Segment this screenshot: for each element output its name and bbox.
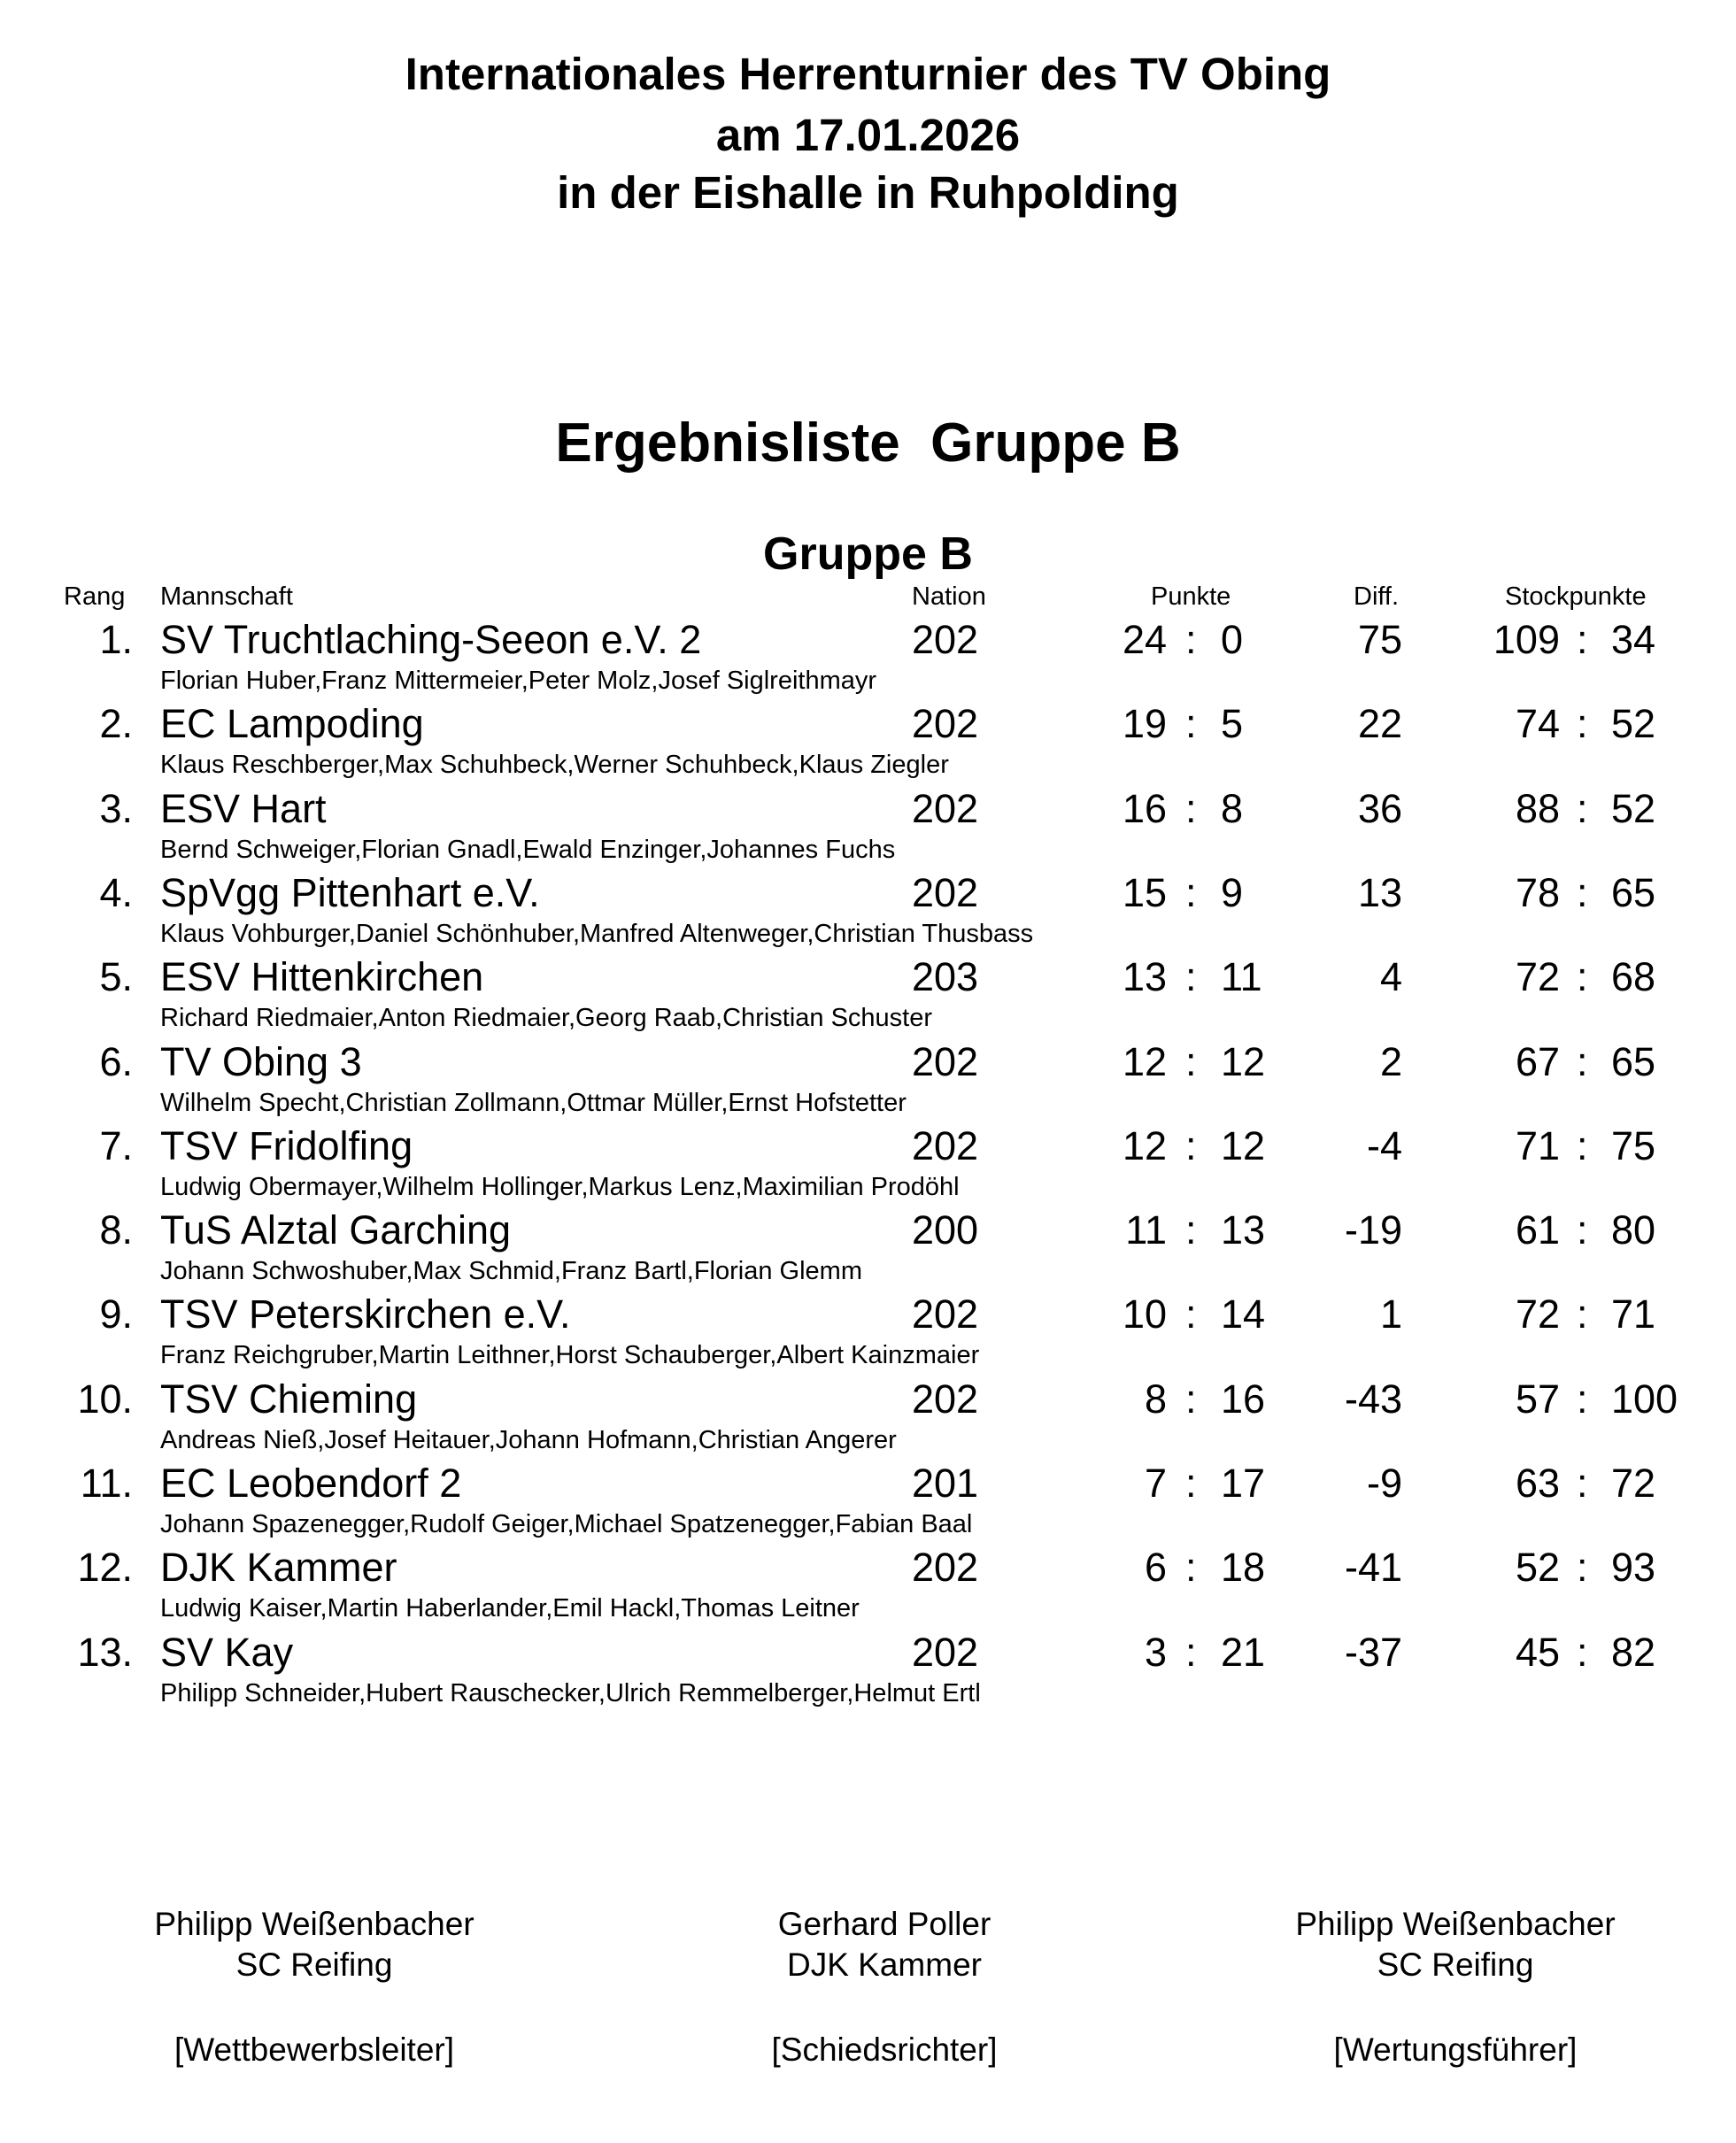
table-row — [0, 869, 1736, 957]
official-role: [Wettbewerbsleiter] — [174, 2031, 454, 2068]
tournament-title: Internationales Herrenturnier des TV Obing — [405, 49, 1331, 99]
official-name: Philipp Weißenbacher — [1295, 1906, 1616, 1942]
points-lost: 17 — [1221, 1461, 1266, 1506]
points-separator: : — [1185, 1038, 1197, 1084]
points-lost: 16 — [1221, 1376, 1266, 1422]
team-players: Johann Spazenegger,Rudolf Geiger,Michael Spatzenegger,Fabian Baal — [160, 1510, 973, 1538]
team-name: TV Obing 3 — [160, 1038, 362, 1084]
points-separator: : — [1185, 1291, 1197, 1337]
nation-code: 203 — [912, 954, 979, 1000]
points-won: 3 — [1144, 1629, 1167, 1675]
table-row — [0, 1291, 1736, 1378]
rank-cell: 8. — [99, 1207, 133, 1253]
stockpoints-for: 61 — [1515, 1207, 1560, 1253]
points-won: 12 — [1122, 1122, 1167, 1168]
difference: 75 — [1357, 617, 1402, 662]
points-separator: : — [1185, 1207, 1197, 1253]
points-won: 24 — [1122, 617, 1167, 662]
tournament-venue: in der Eishalle in Ruhpolding — [557, 167, 1179, 218]
official-name: Gerhard Poller — [777, 1906, 991, 1942]
stockpoints-separator: : — [1577, 1376, 1588, 1422]
stockpoints-separator: : — [1577, 701, 1588, 747]
header-team: Mannschaft — [160, 582, 293, 611]
table-row — [0, 617, 1736, 704]
stockpoints-for: 88 — [1515, 785, 1560, 831]
difference: -41 — [1344, 1545, 1402, 1591]
tournament-date: am 17.01.2026 — [715, 110, 1021, 160]
difference: -19 — [1344, 1207, 1402, 1253]
nation-code: 200 — [912, 1207, 979, 1253]
difference: 13 — [1357, 869, 1402, 915]
rank-cell: 2. — [99, 701, 133, 747]
stockpoints-separator: : — [1577, 1038, 1588, 1084]
team-name: EC Lampoding — [160, 701, 424, 747]
team-players: Bernd Schweiger,Florian Gnadl,Ewald Enzinger,Johannes Fuchs — [160, 835, 896, 864]
stockpoints-separator: : — [1577, 1291, 1588, 1337]
nation-code: 202 — [912, 785, 979, 831]
team-players: Klaus Reschberger,Max Schuhbeck,Werner Schuhbeck,Klaus Ziegler — [160, 751, 949, 780]
table-row — [0, 1547, 1736, 1631]
team-players: Franz Reichgruber,Martin Leithner,Horst Schauberger,Albert Kainzmaier — [160, 1341, 980, 1370]
official-role: [Wertungsführer] — [1333, 2031, 1578, 2068]
stockpoints-against: 100 — [1611, 1376, 1678, 1422]
team-name: SV Kay — [160, 1629, 294, 1675]
stockpoints-against: 68 — [1611, 954, 1656, 1000]
stockpoints-for: 67 — [1515, 1038, 1560, 1084]
nation-code: 202 — [912, 1629, 979, 1675]
points-won: 11 — [1125, 1207, 1167, 1253]
points-won: 6 — [1144, 1545, 1167, 1591]
points-separator: : — [1185, 1629, 1197, 1675]
nation-code: 202 — [912, 1038, 979, 1084]
points-won: 10 — [1122, 1291, 1167, 1337]
stockpoints-separator: : — [1577, 617, 1588, 662]
header-points: Punkte — [1151, 582, 1231, 611]
points-won: 16 — [1122, 785, 1167, 831]
points-lost: 21 — [1221, 1629, 1266, 1675]
points-separator: : — [1185, 617, 1197, 662]
rank-cell: 5. — [99, 954, 133, 1000]
points-lost: 0 — [1221, 617, 1244, 662]
points-won: 8 — [1144, 1376, 1167, 1422]
stockpoints-separator: : — [1577, 954, 1588, 1000]
official-club: SC Reifing — [1377, 1946, 1534, 1983]
table-row — [0, 1122, 1736, 1210]
difference: -43 — [1344, 1376, 1402, 1422]
points-lost: 13 — [1221, 1207, 1266, 1253]
team-players: Wilhelm Specht,Christian Zollmann,Ottmar Müller,Ernst Hofstetter — [160, 1088, 907, 1117]
rank-cell: 13. — [77, 1629, 133, 1675]
nation-code: 201 — [912, 1461, 979, 1506]
official-name: Philipp Weißenbacher — [154, 1906, 475, 1942]
team-name: TuS Alztal Garching — [160, 1207, 512, 1253]
points-separator: : — [1185, 869, 1197, 915]
team-players: Klaus Vohburger,Daniel Schönhuber,Manfred Altenweger,Christian Thusbass — [160, 919, 1034, 948]
nation-code: 202 — [912, 1122, 979, 1168]
difference: 2 — [1379, 1038, 1402, 1084]
stockpoints-against: 65 — [1611, 869, 1656, 915]
points-won: 7 — [1144, 1461, 1167, 1506]
difference: 4 — [1379, 954, 1402, 1000]
points-won: 19 — [1122, 701, 1167, 747]
table-row — [0, 1629, 1736, 1716]
team-players: Florian Huber,Franz Mittermeier,Peter Molz,Josef Siglreithmayr — [160, 667, 877, 695]
stockpoints-separator: : — [1577, 785, 1588, 831]
stockpoints-separator: : — [1577, 1207, 1588, 1253]
points-separator: : — [1185, 1461, 1197, 1506]
points-lost: 8 — [1221, 785, 1244, 831]
points-lost: 12 — [1221, 1038, 1266, 1084]
stockpoints-against: 80 — [1611, 1207, 1656, 1253]
team-players: Andreas Nieß,Josef Heitauer,Johann Hofmann,Christian Angerer — [160, 1425, 897, 1454]
stockpoints-for: 109 — [1493, 617, 1560, 662]
stockpoints-against: 82 — [1611, 1629, 1656, 1675]
points-lost: 5 — [1221, 701, 1244, 747]
difference: -4 — [1366, 1122, 1402, 1168]
stockpoints-against: 34 — [1611, 617, 1656, 662]
rank-cell: 4. — [99, 869, 133, 915]
team-players: Philipp Schneider,Hubert Rauschecker,Ulrich Remmelberger,Helmut Ertl — [160, 1678, 981, 1707]
team-name: TSV Fridolfing — [160, 1122, 413, 1168]
stockpoints-for: 78 — [1515, 869, 1560, 915]
nation-code: 202 — [912, 1291, 979, 1337]
official-club: SC Reifing — [235, 1946, 393, 1983]
stockpoints-for: 71 — [1515, 1122, 1560, 1168]
stockpoints-for: 52 — [1515, 1545, 1560, 1591]
stockpoints-for: 45 — [1515, 1629, 1560, 1675]
stockpoints-against: 72 — [1611, 1461, 1656, 1506]
rank-cell: 12. — [77, 1545, 133, 1591]
stockpoints-for: 74 — [1515, 701, 1560, 747]
team-name: ESV Hart — [160, 785, 327, 831]
stockpoints-for: 72 — [1515, 954, 1560, 1000]
difference: -37 — [1344, 1629, 1402, 1675]
difference: -9 — [1366, 1461, 1402, 1506]
team-players: Ludwig Kaiser,Martin Haberlander,Emil Hackl,Thomas Leitner — [160, 1594, 860, 1623]
stockpoints-against: 52 — [1611, 701, 1656, 747]
stockpoints-for: 72 — [1515, 1291, 1560, 1337]
header-stockpoints: Stockpunkte — [1505, 582, 1647, 611]
nation-code: 202 — [912, 869, 979, 915]
table-row — [0, 785, 1736, 873]
nation-code: 202 — [912, 1376, 979, 1422]
table-row — [0, 1463, 1736, 1547]
stockpoints-against: 52 — [1611, 785, 1656, 831]
points-separator: : — [1185, 954, 1197, 1000]
points-lost: 9 — [1221, 869, 1244, 915]
points-separator: : — [1185, 1545, 1197, 1591]
table-row — [0, 1038, 1736, 1126]
results-list-title: Ergebnisliste Gruppe B — [555, 412, 1181, 474]
points-separator: : — [1185, 785, 1197, 831]
stockpoints-against: 65 — [1611, 1038, 1656, 1084]
rank-cell: 11. — [80, 1461, 133, 1506]
difference: 1 — [1379, 1291, 1402, 1337]
table-row — [0, 1376, 1736, 1463]
rank-cell: 3. — [99, 785, 133, 831]
team-name: TSV Peterskirchen e.V. — [160, 1291, 571, 1337]
rank-cell: 9. — [99, 1291, 133, 1337]
stockpoints-against: 93 — [1611, 1545, 1656, 1591]
points-lost: 18 — [1221, 1545, 1266, 1591]
points-won: 12 — [1122, 1038, 1167, 1084]
rank-cell: 10. — [77, 1376, 133, 1422]
official-role: [Schiedsrichter] — [771, 2031, 998, 2068]
group-title: Gruppe B — [763, 528, 973, 580]
points-won: 13 — [1122, 954, 1167, 1000]
points-separator: : — [1185, 1376, 1197, 1422]
stockpoints-separator: : — [1577, 1545, 1588, 1591]
stockpoints-against: 71 — [1611, 1291, 1656, 1337]
team-name: SV Truchtlaching-Seeon e.V. 2 — [160, 617, 702, 662]
rank-cell: 1. — [99, 617, 133, 662]
stockpoints-for: 57 — [1515, 1376, 1560, 1422]
nation-code: 202 — [912, 617, 979, 662]
table-row — [0, 701, 1736, 788]
stockpoints-separator: : — [1577, 1629, 1588, 1675]
rank-cell: 7. — [99, 1122, 133, 1168]
nation-code: 202 — [912, 1545, 979, 1591]
rank-cell: 6. — [99, 1038, 133, 1084]
team-name: TSV Chieming — [160, 1376, 418, 1422]
nation-code: 202 — [912, 701, 979, 747]
team-players: Johann Schwoshuber,Max Schmid,Franz Bartl,Florian Glemm — [160, 1257, 862, 1286]
stockpoints-against: 75 — [1611, 1122, 1656, 1168]
stockpoints-for: 63 — [1515, 1461, 1560, 1506]
header-diff: Diff. — [1354, 582, 1400, 611]
stockpoints-separator: : — [1577, 1461, 1588, 1506]
official-club: DJK Kammer — [787, 1946, 982, 1983]
stockpoints-separator: : — [1577, 1122, 1588, 1168]
header-nation: Nation — [912, 582, 986, 611]
header-rank: Rang — [64, 582, 126, 611]
team-name: SpVgg Pittenhart e.V. — [160, 869, 540, 915]
difference: 36 — [1357, 785, 1402, 831]
points-won: 15 — [1122, 869, 1167, 915]
team-name: EC Leobendorf 2 — [160, 1461, 462, 1506]
team-name: ESV Hittenkirchen — [160, 954, 484, 1000]
stockpoints-separator: : — [1577, 869, 1588, 915]
points-lost: 14 — [1221, 1291, 1266, 1337]
points-separator: : — [1185, 701, 1197, 747]
team-players: Richard Riedmaier,Anton Riedmaier,Georg Raab,Christian Schuster — [160, 1004, 933, 1033]
table-row — [0, 1207, 1736, 1294]
points-separator: : — [1185, 1122, 1197, 1168]
difference: 22 — [1357, 701, 1402, 747]
team-players: Ludwig Obermayer,Wilhelm Hollinger,Markus Lenz,Maximilian Prodöhl — [160, 1172, 960, 1201]
table-row — [0, 954, 1736, 1041]
points-lost: 12 — [1221, 1122, 1266, 1168]
points-lost: 11 — [1221, 954, 1262, 1000]
team-name: DJK Kammer — [160, 1545, 397, 1591]
